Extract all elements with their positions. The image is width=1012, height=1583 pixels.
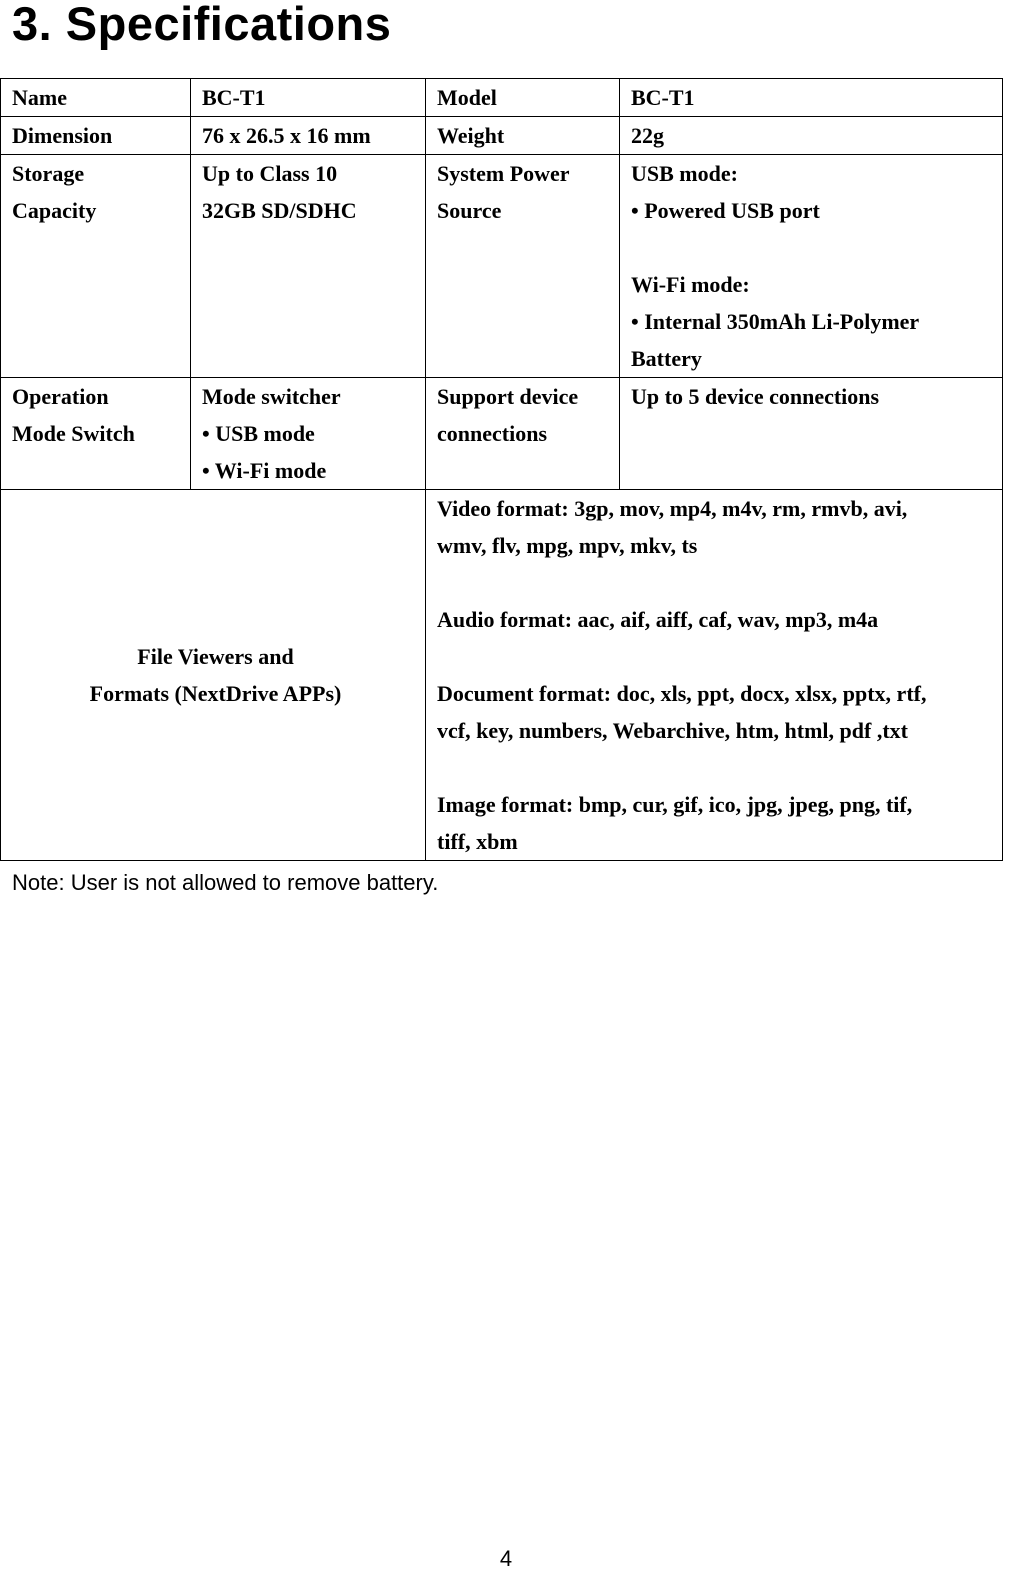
spec-label	[426, 378, 620, 490]
table-row	[1, 117, 1003, 155]
mode-switcher-title: Mode switcher	[202, 384, 341, 409]
power-source-label: Source	[437, 198, 502, 223]
blank-line	[437, 564, 996, 601]
storage-label: Storage	[12, 161, 85, 186]
spec-value	[620, 155, 1003, 378]
storage-label: Capacity	[12, 198, 97, 223]
specifications-table	[0, 78, 1003, 861]
wifi-mode-title: Wi-Fi mode:	[631, 272, 750, 297]
operation-label: Mode Switch	[12, 421, 135, 446]
spec-value	[191, 378, 426, 490]
spec-value	[191, 79, 426, 117]
table-row	[1, 490, 1003, 861]
blank-line	[437, 638, 996, 675]
table-row	[1, 79, 1003, 117]
weight-value: 22g	[631, 123, 664, 148]
audio-format: Audio format: aac, aif, aiff, caf, wav, mp3, m4a	[437, 607, 879, 632]
name-value: BC-T1	[202, 85, 266, 110]
spec-value	[620, 117, 1003, 155]
document-format: Document format: doc, xls, ppt, docx, xlsx, pptx, rtf,	[437, 681, 927, 706]
mode-switcher-item: • USB mode	[202, 421, 315, 446]
spec-label	[426, 117, 620, 155]
spec-value	[426, 490, 1003, 861]
wifi-mode-item: • Internal 350mAh Li-Polymer	[631, 309, 920, 334]
page-title: 3. Specifications	[12, 0, 392, 50]
spec-value	[191, 155, 426, 378]
spec-value	[191, 117, 426, 155]
spec-label	[1, 155, 191, 378]
dimension-value: 76 x 26.5 x 16 mm	[202, 123, 371, 148]
spec-label	[1, 79, 191, 117]
file-viewers-label: File Viewers and	[137, 644, 294, 669]
battery-note: Note: User is not allowed to remove battery.	[12, 870, 439, 895]
storage-value: Up to Class 10	[202, 161, 338, 186]
spec-value	[620, 79, 1003, 117]
usb-mode-item: • Powered USB port	[631, 198, 820, 223]
weight-label: Weight	[437, 123, 505, 148]
spec-label	[1, 117, 191, 155]
video-format: wmv, flv, mpg, mpv, mkv, ts	[437, 533, 698, 558]
file-viewers-label: Formats (NextDrive APPs)	[89, 681, 342, 706]
spec-label	[1, 378, 191, 490]
operation-label: Operation	[12, 384, 109, 409]
video-format: Video format: 3gp, mov, mp4, m4v, rm, rmvb, avi,	[437, 496, 908, 521]
dimension-label: Dimension	[12, 123, 113, 148]
table-row	[1, 155, 1003, 378]
blank-line	[437, 749, 996, 786]
model-value: BC-T1	[631, 85, 695, 110]
usb-mode-title: USB mode:	[631, 161, 738, 186]
spec-label	[426, 79, 620, 117]
name-label: Name	[12, 85, 67, 110]
spec-value	[620, 378, 1003, 490]
mode-switcher-item: • Wi-Fi mode	[202, 458, 327, 483]
storage-value: 32GB SD/SDHC	[202, 198, 357, 223]
blank-line	[631, 229, 996, 266]
table-row	[1, 378, 1003, 490]
support-connections-label: Support device	[437, 384, 579, 409]
power-source-label: System Power	[437, 161, 570, 186]
document-format: vcf, key, numbers, Webarchive, htm, html, pdf ,txt	[437, 718, 908, 743]
spec-label	[426, 155, 620, 378]
page-number: 4	[499, 1546, 513, 1571]
support-connections-value: Up to 5 device connections	[631, 384, 880, 409]
image-format: Image format: bmp, cur, gif, ico, jpg, jpeg, png, tif,	[437, 792, 913, 817]
support-connections-label: connections	[437, 421, 547, 446]
model-label: Model	[437, 85, 497, 110]
spec-label	[1, 490, 426, 861]
image-format: tiff, xbm	[437, 829, 518, 854]
wifi-mode-item: Battery	[631, 346, 702, 371]
